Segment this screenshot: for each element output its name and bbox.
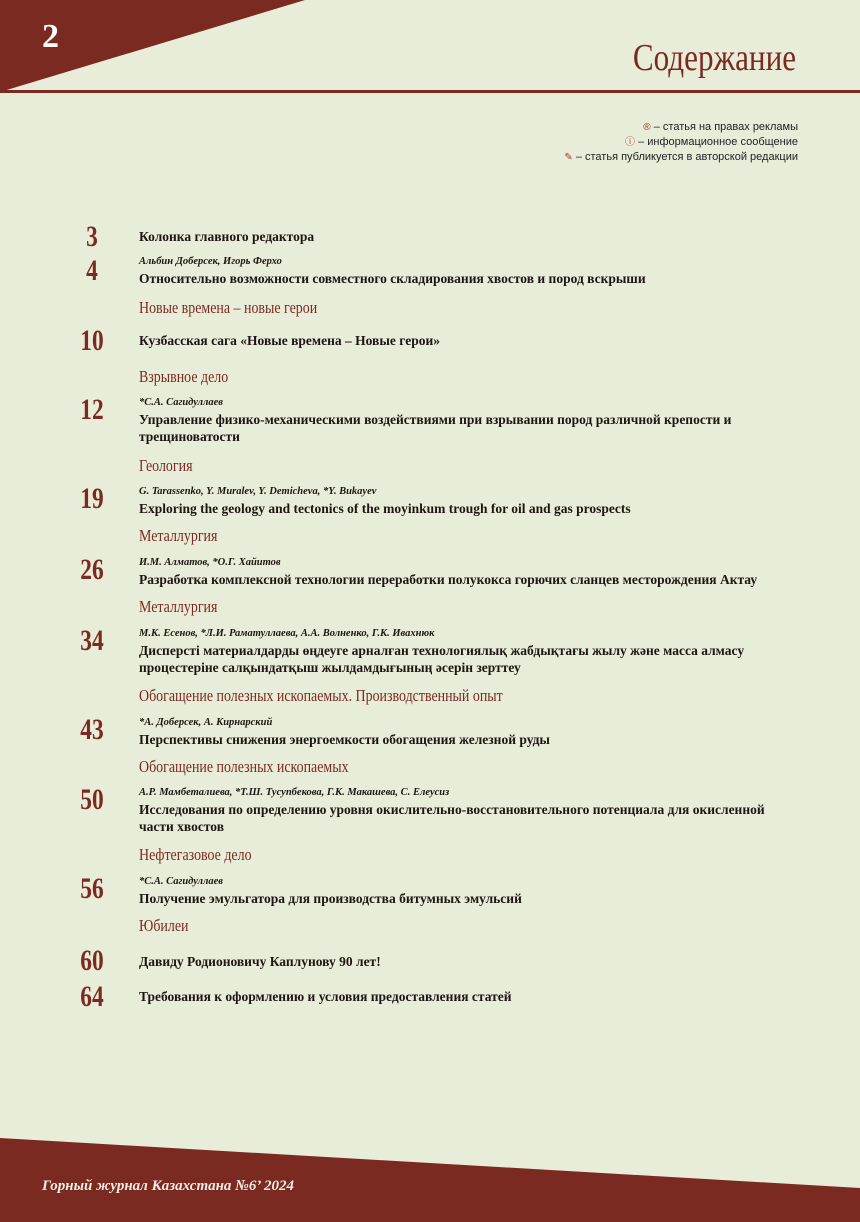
toc-article-title: Перспективы снижения энергоемкости обогащения железной руды [139,732,550,747]
toc-article-title: Разработка комплексной технологии переработки полукокса горючих сланцев месторождения Актау [139,572,758,587]
toc-section-heading: Металлургия [139,597,218,616]
legend-text: – информационное сообщение [638,136,798,148]
toc-page-number: 34 [80,624,104,657]
toc-authors: *А. Доберсек, А. Кирнарский [139,717,273,728]
footer-band [0,1132,860,1222]
toc-authors: А.Р. Мамбеталиева, *Т.Ш. Тусупбекова, Г.К. Макашева, С. Елеусиз [139,787,450,798]
toc-page-number: 4 [86,254,98,287]
legend-text: – статья на правах рекламы [653,121,798,133]
toc-page-number: 12 [80,393,104,426]
toc-section-heading: Обогащение полезных ископаемых [139,757,349,776]
header-rule [0,90,860,93]
toc-article-title: Требования к оформлению и условия предоставления статей [139,989,512,1004]
toc-authors: М.К. Есенов, *Л.И. Раматуллаева, А.А. Волненко, Г.К. Ивахнюк [139,628,435,639]
info-icon: ⓘ [625,137,636,148]
toc-page-number: 3 [86,220,98,253]
toc-authors: И.М. Алматов, *О.Г. Хайитов [139,557,281,568]
toc-section-heading: Металлургия [139,526,218,545]
toc-article-title: Давиду Родионовичу Каплунову 90 лет! [139,954,381,969]
toc-section-heading: Юбилеи [139,916,189,935]
toc-authors: *С.А. Сагидуллаев [139,876,223,887]
legend-item-author-edition [564,150,798,165]
toc-page-number: 19 [80,482,104,515]
toc-section-heading: Новые времена – новые герои [139,298,318,317]
page-number: 2 [42,18,59,55]
pencil-icon: ✎ [564,152,573,163]
toc-article-title: Дисперсті материалдарды өңдеуге арналған технологиялық жабдықтағы жылу және масса алмасу процестеріне салқындатқыш жылдамдығының әсерін зерттеу [139,643,745,675]
toc-section-heading: Нефтегазовое дело [139,845,252,864]
legend-text: – статья публикуется в авторской редакции [575,151,798,163]
toc-page-number: 26 [80,553,104,586]
toc-section-heading: Обогащение полезных ископаемых. Производственный опыт [139,686,503,705]
toc-article-title: Exploring the geology and tectonics of the moyinkum trough for oil and gas prospects [139,501,631,516]
toc-article-title: Кузбасская сага «Новые времена – Новые герои» [139,333,440,348]
toc-page-number: 64 [80,980,104,1013]
toc-page-number: 43 [80,713,104,746]
toc-page-number: 50 [80,783,104,816]
toc-page-number: 60 [80,944,104,977]
toc-article-title: Управление физико-механическими воздействиями при взрывании пород различной крепости и трещиноватости [139,412,732,444]
legend [564,120,798,165]
toc-article-title: Получение эмульгатора для производства битумных эмульсий [139,891,522,906]
toc-page-number: 10 [80,324,104,357]
toc-article-title: Относительно возможности совместного складирования хвостов и пород вскрыши [139,271,646,286]
toc-article-title: Колонка главного редактора [139,229,315,244]
footer-journal-title: Горный журнал Казахстана №6’ 2024 [42,1178,295,1194]
page-title: Содержание [632,37,796,79]
toc-authors: Альбин Доберсек, Игорь Ферхо [139,256,282,267]
toc-section-heading: Взрывное дело [139,367,229,386]
legend-item-info [564,135,798,150]
legend-item-ad [564,120,798,135]
toc-page-number: 56 [80,872,104,905]
toc-section-heading: Геология [139,456,193,475]
toc-authors: *С.А. Сагидуллаев [139,397,223,408]
toc-article-title: Исследования по определению уровня окислительно-восстановительного потенциала для окисленной части хвостов [139,802,765,834]
toc-authors: G. Tarassenko, Y. Muralev, Y. Demicheva, *Y. Bukayev [139,486,377,497]
registered-icon: ® [643,122,651,133]
